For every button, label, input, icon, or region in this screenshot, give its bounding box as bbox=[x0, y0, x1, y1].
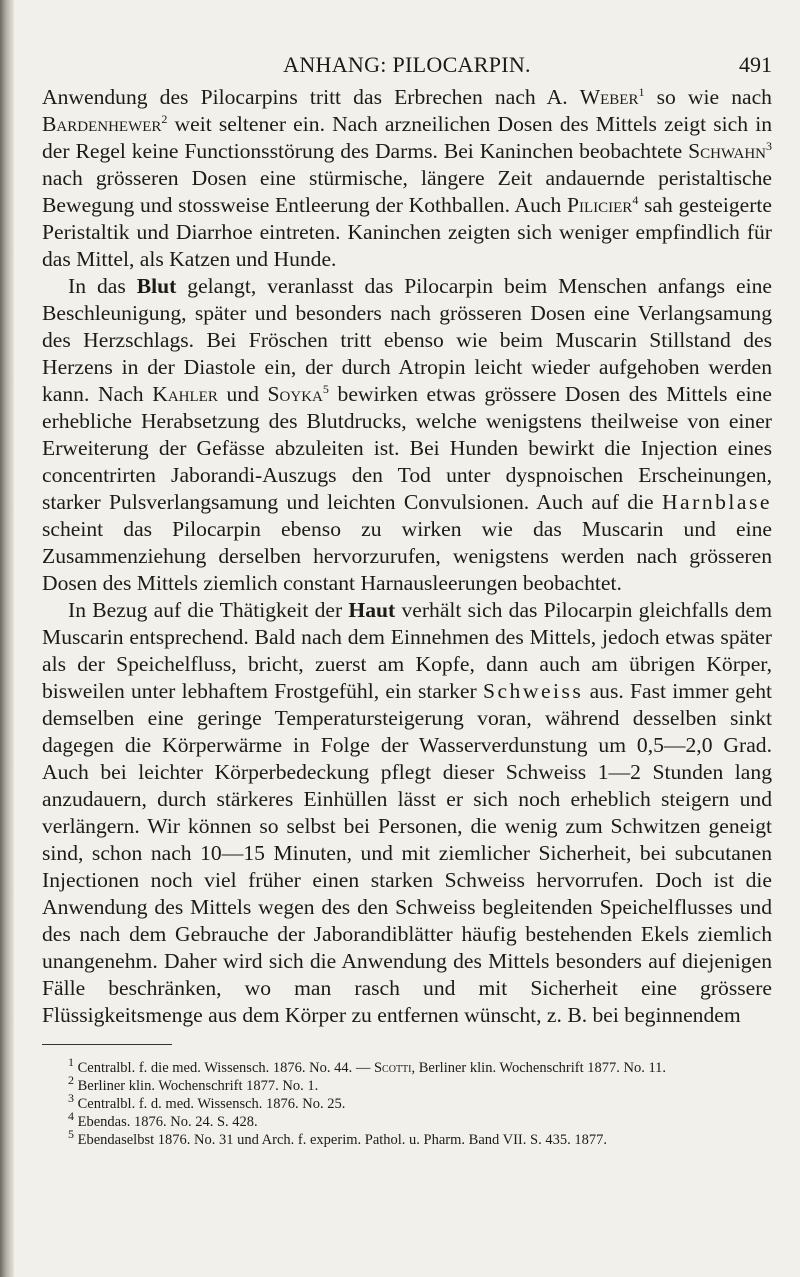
footnote-ref: 1 bbox=[638, 84, 645, 99]
text-run: verhält sich das Pilocarpin gleichfalls dem Muscarin entsprechend. Bald nach dem Einnehmen des Mittels, jedoch etwas später als der Speichelfluss, bricht, zuerst am Kopfe, dann auch am übrigen Körper, bisweilen unter lebhaftem Frostgefühl, ein starker bbox=[42, 598, 772, 703]
text-run: In Bezug auf die Thätigkeit der bbox=[68, 598, 349, 622]
paragraph-2 bbox=[42, 273, 772, 597]
keyword-spaced: Harnblase bbox=[661, 490, 772, 514]
text-run: weit seltener ein. Nach arzneilichen Dosen des Mittels zeigt sich in der Regel keine Functionsstörung des Darms. Bei Kaninchen beobachtete bbox=[42, 112, 772, 163]
author-name: Schwahn bbox=[688, 139, 766, 163]
body-text bbox=[42, 84, 772, 1029]
text-run: scheint das Pilocarpin ebenso zu wirken wie das Muscarin und eine Zusammenziehung derselben hervorzurufen, wenigstens werden nach grösseren Dosen des Mittels ziemlich constant Harnausleerungen beobachtet. bbox=[42, 517, 772, 595]
text-run: Anwendung des Pilocarpins tritt das Erbrechen nach A. bbox=[42, 85, 580, 109]
footnote-text: Berliner klin. Wochenschrift 1877. No. 1. bbox=[74, 1078, 319, 1094]
footnote-3 bbox=[42, 1091, 772, 1113]
footnote-5 bbox=[42, 1127, 772, 1149]
footnote-text: Centralbl. f. die med. Wissensch. 1876. No. 44. — bbox=[74, 1060, 374, 1076]
page-number: 491 bbox=[739, 52, 772, 77]
book-page bbox=[42, 0, 772, 1277]
text-run: und bbox=[217, 382, 268, 406]
text-run: aus. Fast immer geht demselben eine geringe Temperatursteigerung voran, während desselben sinkt dagegen die Körperwärme in Folge der Wasserverdunstung um 0,5—2,0 Grad. Auch bei leichter Körperbedeckung pflegt dieser Schweiss 1—2 Stunden lang anzudauern, durch stärkeres Einhüllen lässt er sich noch erheblich steigern und verlängern. Wir können so selbst bei Personen, die wenig zum Schwitzen geneigt sind, schon nach 10—15 Minuten, und mit ziemlicher Sicherheit, bei subcutanen Injectionen noch viel früher einen starken Schweiss hervorrufen. Doch ist die Anwendung des Mittels wegen des den Schweiss begleitenden Speichelflusses und des nach dem Gebrauche der Jaborandiblätter häufig bestehenden Ekels ziemlich unangenehm. Daher wird sich die Anwendung des Mittels besonders auf diejenigen Fälle beschränken, wo man rasch und mit Sicherheit eine grössere Flüssigkeitsmenge aus dem Körper zu entfernen wünscht, z. B. bei beginnendem bbox=[42, 679, 772, 1027]
footnote-ref: 3 bbox=[766, 138, 772, 153]
page-header bbox=[42, 0, 772, 84]
text-run: nach grösseren Dosen eine stürmische, längere Zeit andauernde peristaltische Bewegung und stossweise Entleerung der Kothballen. Auch bbox=[42, 166, 772, 217]
keyword-spaced: Schweiss bbox=[482, 679, 584, 703]
keyword-bold: Blut bbox=[136, 274, 177, 298]
footnote-divider bbox=[42, 1044, 172, 1045]
running-head: ANHANG: PILOCARPIN. bbox=[283, 52, 531, 77]
text-run: gelangt, veranlasst das Pilocarpin beim Menschen anfangs eine Beschleunigung, später und besonders nach grösseren Dosen eine Verlangsamung des Herzschlags. Bei Fröschen tritt ebenso wie beim Muscarin Stillstand des Herzens in der Diastole ein, der durch Atropin leicht wieder aufgehoben werden kann. Nach bbox=[42, 274, 772, 406]
book-binding-shadow bbox=[0, 0, 14, 1277]
footnote-1 bbox=[42, 1055, 772, 1077]
text-run: sah gesteigerte Peristaltik und Diarrhoe eintreten. Kaninchen zeigten sich weniger empfindlich für das Mittel, als Katzen und Hunde. bbox=[42, 193, 772, 271]
footnote-mark: 2 bbox=[68, 1073, 74, 1088]
author-name: Pilicier bbox=[566, 193, 633, 217]
footnote-ref: 2 bbox=[161, 111, 168, 126]
footnote-text: Centralbl. f. d. med. Wissensch. 1876. No. 25. bbox=[74, 1096, 346, 1112]
footnote-mark: 5 bbox=[68, 1127, 74, 1142]
footnote-ref: 4 bbox=[632, 192, 639, 207]
paragraph-1 bbox=[42, 84, 772, 273]
footnote-4 bbox=[42, 1109, 772, 1131]
footnote-mark: 4 bbox=[68, 1109, 74, 1124]
text-run: so wie nach bbox=[644, 85, 772, 109]
footnotes bbox=[42, 1055, 772, 1149]
author-name: Bardenhewer bbox=[42, 112, 162, 136]
keyword-bold: Haut bbox=[348, 598, 396, 622]
author-name: Weber bbox=[579, 85, 639, 109]
footnote-ref: 5 bbox=[322, 381, 329, 396]
footnote-text: Ebendaselbst 1876. No. 31 und Arch. f. experim. Pathol. u. Pharm. Band VII. S. 435. 1877. bbox=[74, 1132, 607, 1148]
footnote-text: , Berliner klin. Wochenschrift 1877. No. 11. bbox=[411, 1060, 667, 1076]
paragraph-3 bbox=[42, 597, 772, 1029]
footnote-text: Ebendas. 1876. No. 24. S. 428. bbox=[74, 1114, 258, 1130]
footnote-mark: 3 bbox=[68, 1091, 74, 1106]
author-name: Soyka bbox=[267, 382, 323, 406]
author-name: Scotti bbox=[373, 1060, 412, 1076]
footnote-2 bbox=[42, 1073, 772, 1095]
text-run: bewirken etwas grössere Dosen des Mittels eine erhebliche Herabsetzung des Blutdrucks, welche wenigstens theilweise von einer Erweiterung der Gefässe abzuleiten ist. Bei Hunden bewirkt die Injection eines concentrirten Jaborandi-Auszugs den Tod unter dyspnoischen Erscheinungen, starker Pulsverlangsamung und leichten Convulsionen. Auch auf die bbox=[42, 382, 772, 514]
text-run: In das bbox=[68, 274, 137, 298]
author-name: Kahler bbox=[152, 382, 218, 406]
footnote-mark: 1 bbox=[68, 1055, 74, 1070]
